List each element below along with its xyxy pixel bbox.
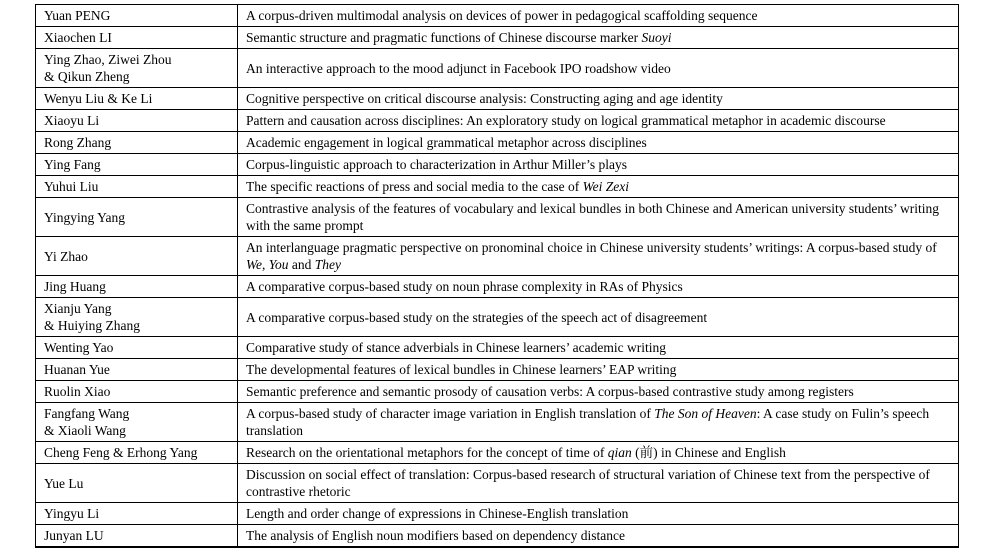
presenter-cell: Cheng Feng & Erhong Yang <box>36 442 238 464</box>
title-cell: Comparative study of stance adverbials in Chinese learners’ academic writing <box>238 337 959 359</box>
table-row <box>36 403 959 442</box>
presenter-cell: Xiaochen LI <box>36 27 238 49</box>
presenter-cell: Xiaoyu Li <box>36 110 238 132</box>
title-cell: A corpus-based study of character image variation in English translation of The Son of Heaven: A case study on Fulin’s speech translation <box>238 403 959 442</box>
title-cell: An interlanguage pragmatic perspective on pronominal choice in Chinese university students’ writings: A corpus-based study of We, You and They <box>238 237 959 276</box>
table-row <box>36 298 959 337</box>
table-row <box>36 27 959 49</box>
table-row <box>36 88 959 110</box>
presenter-cell: Yuhui Liu <box>36 176 238 198</box>
title-cell: Pattern and causation across disciplines: An exploratory study on logical grammatical metaphor in academic discourse <box>238 110 959 132</box>
title-cell: Research on the orientational metaphors for the concept of time of qian (前) in Chinese and English <box>238 442 959 464</box>
table-row <box>36 337 959 359</box>
presenter-cell: Ruolin Xiao <box>36 381 238 403</box>
table-row <box>36 464 959 503</box>
presenter-cell: Huanan Yue <box>36 359 238 381</box>
title-cell: The analysis of English noun modifiers based on dependency distance <box>238 525 959 548</box>
title-cell: A comparative corpus-based study on the strategies of the speech act of disagreement <box>238 298 959 337</box>
title-cell: The developmental features of lexical bundles in Chinese learners’ EAP writing <box>238 359 959 381</box>
presenter-cell: Rong Zhang <box>36 132 238 154</box>
title-cell: An interactive approach to the mood adjunct in Facebook IPO roadshow video <box>238 49 959 88</box>
title-cell: Semantic structure and pragmatic functions of Chinese discourse marker Suoyi <box>238 27 959 49</box>
presenter-cell: Yingying Yang <box>36 198 238 237</box>
presenter-cell: Junyan LU <box>36 525 238 548</box>
table-row <box>36 359 959 381</box>
title-cell: Discussion on social effect of translation: Corpus-based research of structural variation of Chinese text from the perspective of contrastive rhetoric <box>238 464 959 503</box>
presenter-cell: Yuan PENG <box>36 5 238 27</box>
table-row <box>36 237 959 276</box>
table-row <box>36 154 959 176</box>
presenter-cell: Yingyu Li <box>36 503 238 525</box>
title-cell: Contrastive analysis of the features of vocabulary and lexical bundles in both Chinese and American university students’ writing with the same prompt <box>238 198 959 237</box>
table-row <box>36 176 959 198</box>
presenter-cell: Xianju Yang & Huiying Zhang <box>36 298 238 337</box>
presenter-cell: Wenting Yao <box>36 337 238 359</box>
presenter-cell: Wenyu Liu & Ke Li <box>36 88 238 110</box>
title-cell: Semantic preference and semantic prosody of causation verbs: A corpus-based contrastive study among registers <box>238 381 959 403</box>
presenter-cell: Yue Lu <box>36 464 238 503</box>
presenter-cell: Fangfang Wang & Xiaoli Wang <box>36 403 238 442</box>
table-row <box>36 198 959 237</box>
program-table-body <box>36 5 959 548</box>
table-row <box>36 276 959 298</box>
table-row <box>36 381 959 403</box>
table-row <box>36 525 959 548</box>
presenter-cell: Ying Zhao, Ziwei Zhou & Qikun Zheng <box>36 49 238 88</box>
title-cell: The specific reactions of press and social media to the case of Wei Zexi <box>238 176 959 198</box>
table-row <box>36 442 959 464</box>
table-row <box>36 132 959 154</box>
title-cell: Academic engagement in logical grammatical metaphor across disciplines <box>238 132 959 154</box>
presenter-cell: Ying Fang <box>36 154 238 176</box>
title-cell: Cognitive perspective on critical discourse analysis: Constructing aging and age identity <box>238 88 959 110</box>
title-cell: A comparative corpus-based study on noun phrase complexity in RAs of Physics <box>238 276 959 298</box>
table-row <box>36 503 959 525</box>
program-table <box>35 4 959 548</box>
table-row <box>36 110 959 132</box>
presenter-cell: Jing Huang <box>36 276 238 298</box>
title-cell: Corpus-linguistic approach to characterization in Arthur Miller’s plays <box>238 154 959 176</box>
title-cell: Length and order change of expressions in Chinese-English translation <box>238 503 959 525</box>
table-row <box>36 5 959 27</box>
title-cell: A corpus-driven multimodal analysis on devices of power in pedagogical scaffolding sequence <box>238 5 959 27</box>
presenter-cell: Yi Zhao <box>36 237 238 276</box>
table-row <box>36 49 959 88</box>
